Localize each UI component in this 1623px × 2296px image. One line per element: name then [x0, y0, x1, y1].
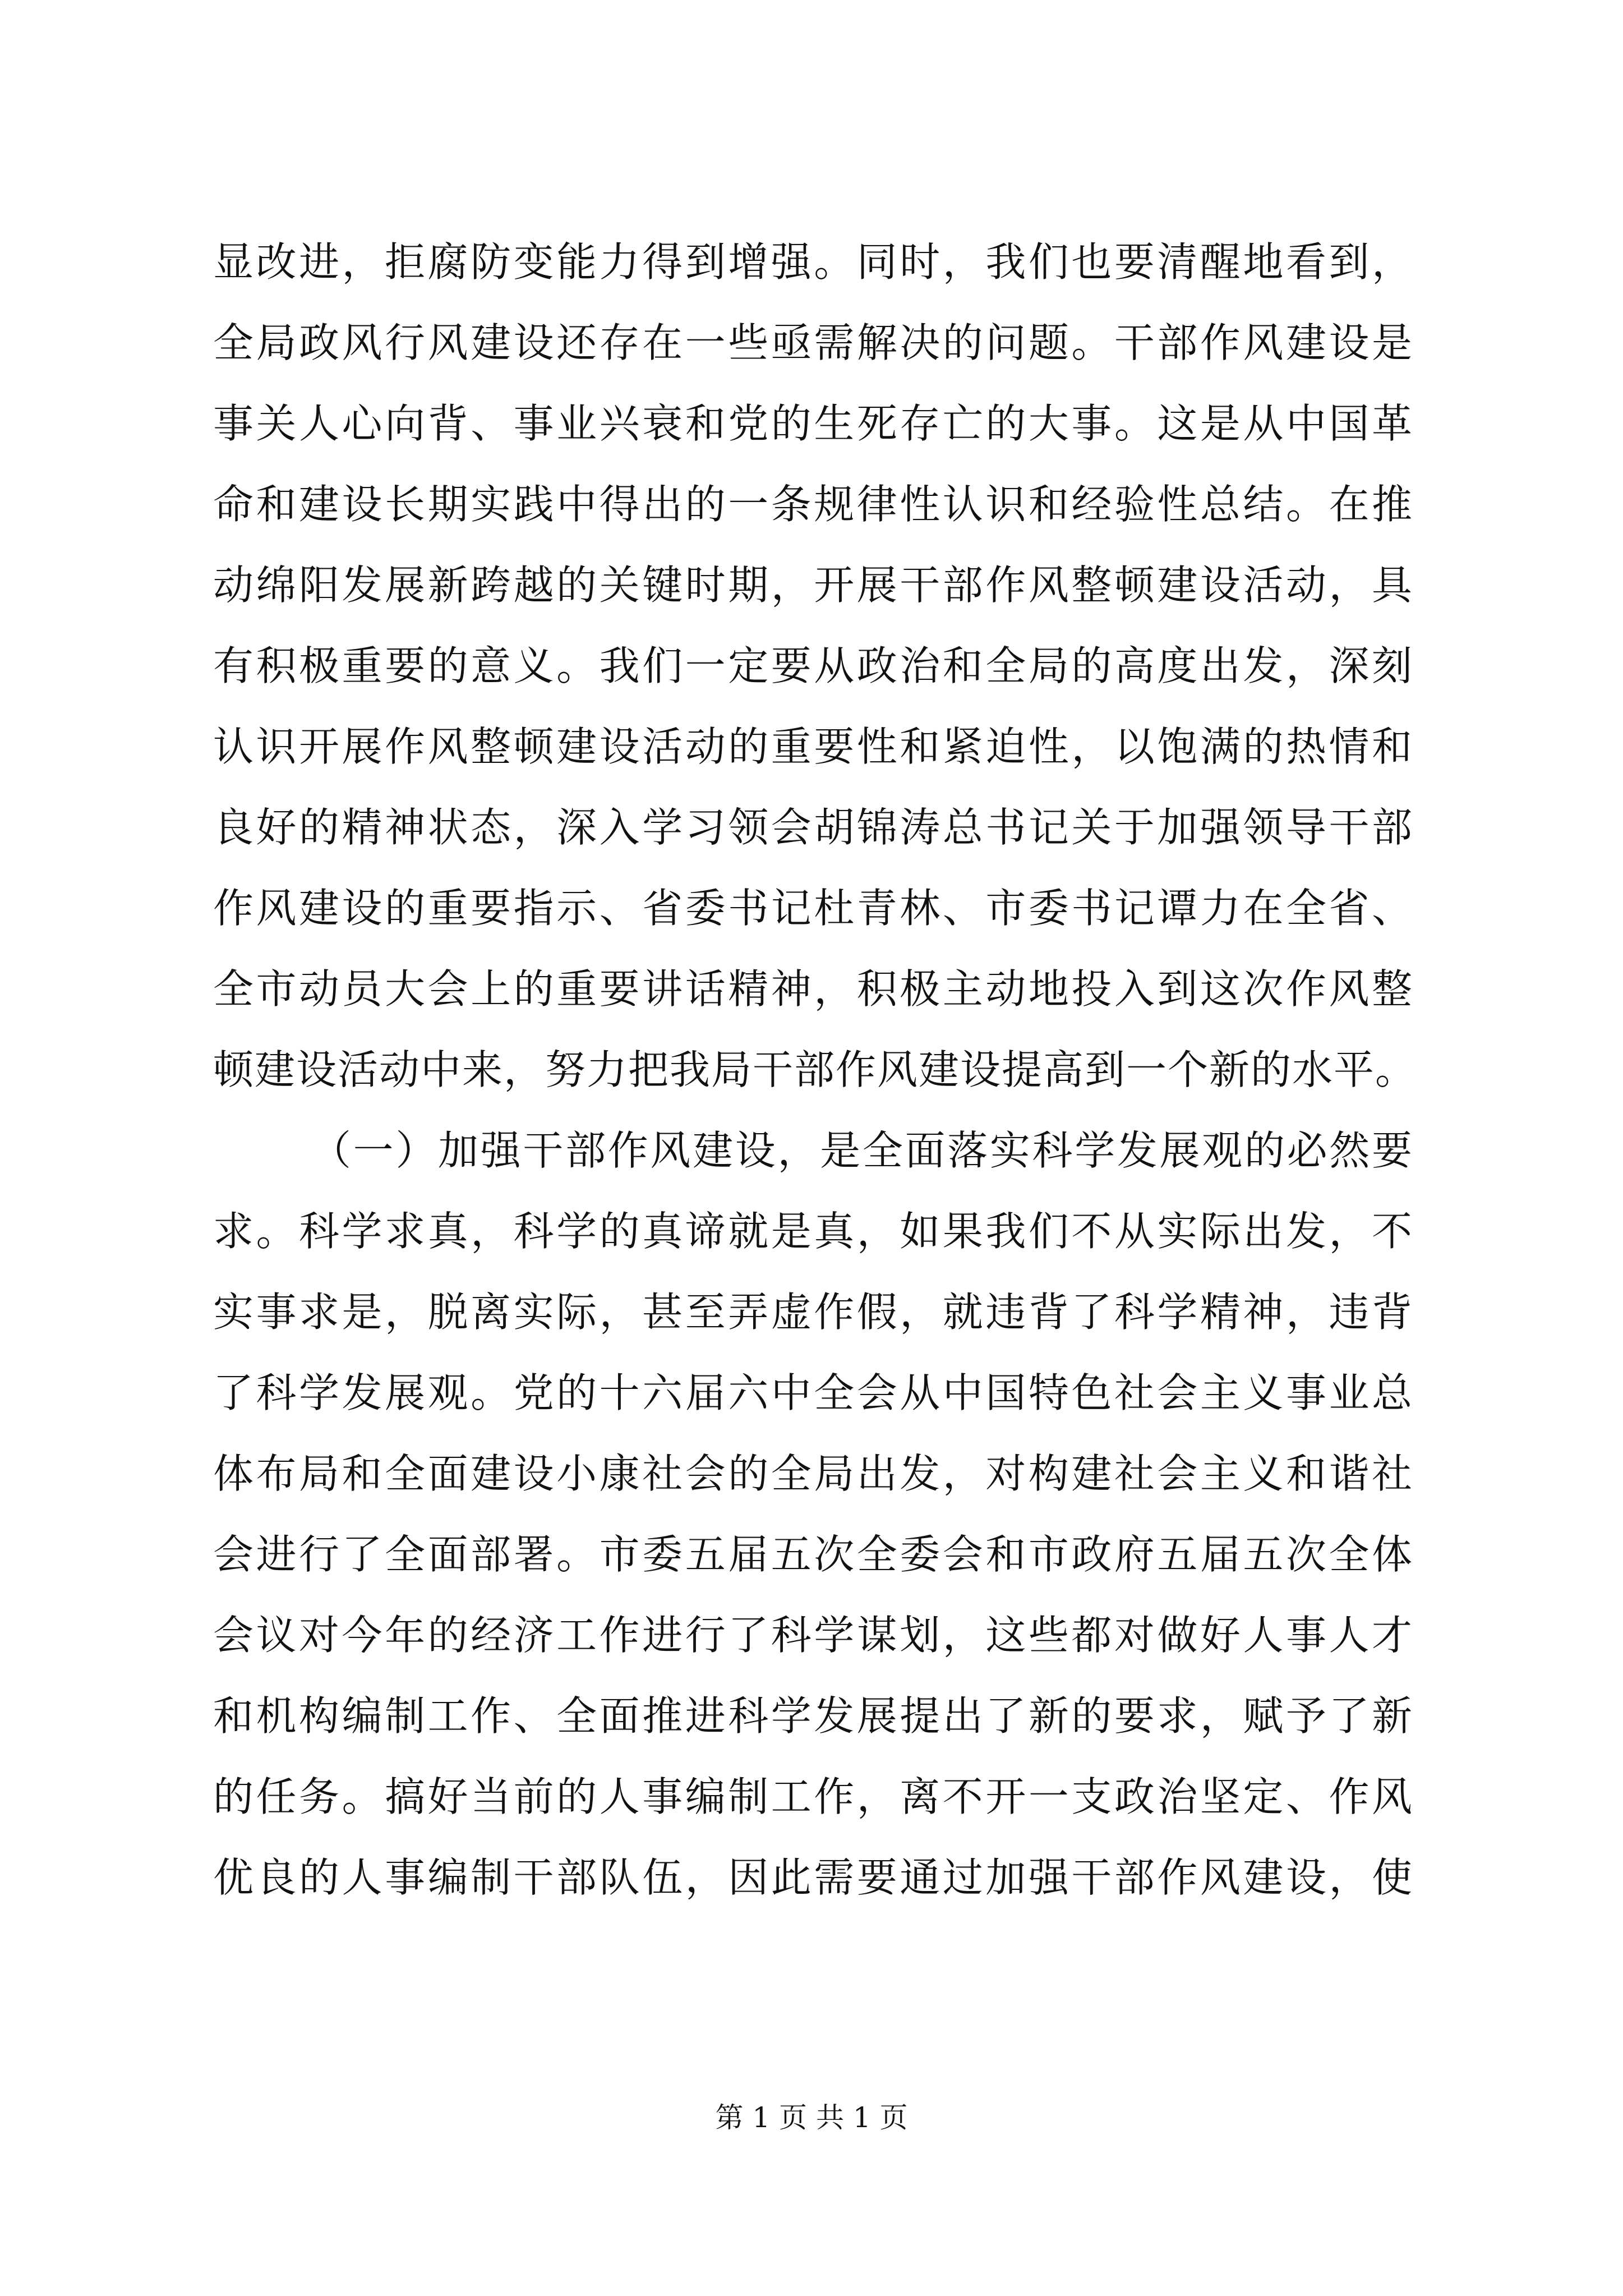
- text-line: 优良的人事编制干部队伍，因此需要通过加强干部作风建设，使: [213, 1854, 1413, 1901]
- text-line: 事关人心向背、事业兴衰和党的生死存亡的大事。这是从中国革: [213, 400, 1413, 447]
- text-line: 命和建设长期实践中得出的一条规律性认识和经验性总结。在推: [213, 481, 1413, 528]
- page-number-label: 第 1 页 共 1 页: [715, 2101, 908, 2134]
- text-line: 的任务。搞好当前的人事编制工作，离不开一支政治坚定、作风: [213, 1773, 1413, 1820]
- text-line: 和机构编制工作、全面推进科学发展提出了新的要求，赋予了新: [213, 1692, 1413, 1740]
- text-line: 动绵阳发展新跨越的关键时期，开展干部作风整顿建设活动，具: [213, 562, 1413, 609]
- paragraph-end-line: 顿建设活动中来，努力把我局干部作风建设提高到一个新的水平。: [213, 1046, 1417, 1093]
- page-footer: [0, 2101, 1623, 2134]
- text-line: 有积极重要的意义。我们一定要从政治和全局的高度出发，深刻: [213, 642, 1413, 689]
- text-line: 实事求是，脱离实际，甚至弄虚作假，就违背了科学精神，违背: [213, 1289, 1413, 1336]
- text-line: 全局政风行风建设还存在一些亟需解决的问题。干部作风建设是: [213, 319, 1413, 366]
- text-line: 良好的精神状态，深入学习领会胡锦涛总书记关于加强领导干部: [213, 804, 1413, 851]
- text-line: 认识开展作风整顿建设活动的重要性和紧迫性，以饱满的热情和: [213, 723, 1413, 770]
- text-line: 会议对今年的经济工作进行了科学谋划，这些都对做好人事人才: [213, 1612, 1413, 1659]
- text-line: 全市动员大会上的重要讲话精神，积极主动地投入到这次作风整: [213, 965, 1413, 1013]
- text-line: 会进行了全面部署。市委五届五次全委会和市政府五届五次全体: [213, 1531, 1413, 1578]
- section-heading-line: （一）加强干部作风建设，是全面落实科学发展观的必然要: [311, 1127, 1413, 1174]
- text-line: 显改进，拒腐防变能力得到增强。同时，我们也要清醒地看到，: [213, 238, 1413, 286]
- text-line: 求。科学求真，科学的真谛就是真，如果我们不从实际出发，不: [213, 1208, 1413, 1255]
- document-body: [213, 222, 1417, 1918]
- text-line: 作风建设的重要指示、省委书记杜青林、市委书记谭力在全省、: [213, 885, 1413, 932]
- text-line: 体布局和全面建设小康社会的全局出发，对构建社会主义和谐社: [213, 1450, 1413, 1497]
- text-line: 了科学发展观。党的十六届六中全会从中国特色社会主义事业总: [213, 1369, 1413, 1416]
